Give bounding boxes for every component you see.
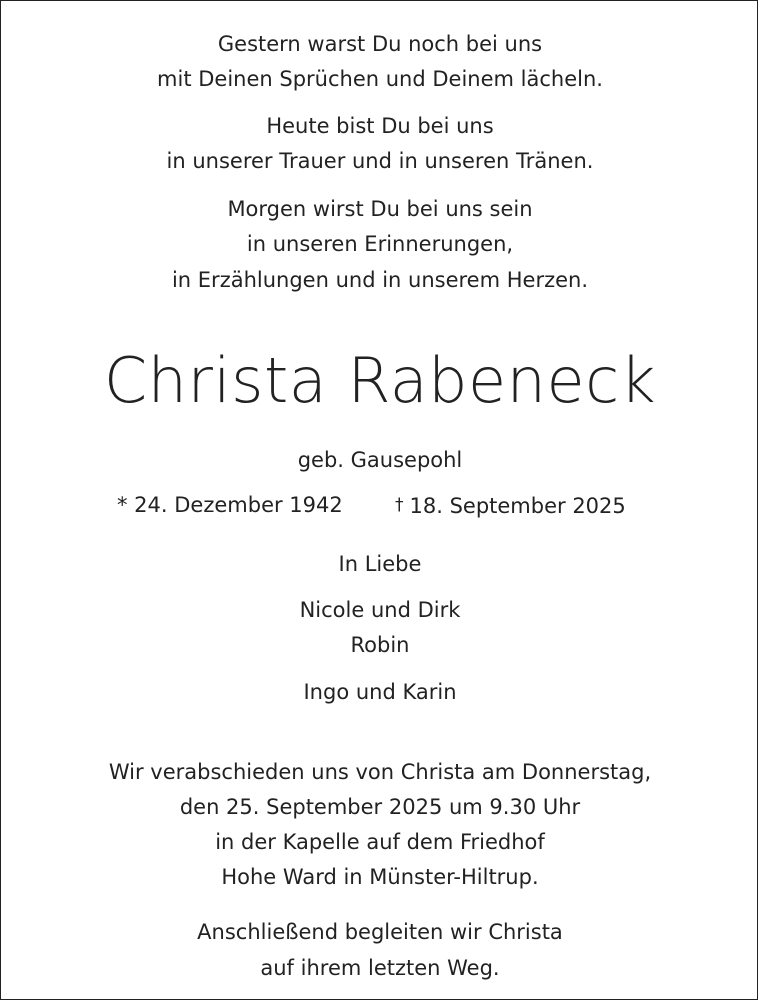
poem-line-3: Heute bist Du bei uns [266,114,494,138]
poem-line-6: in unseren Erinnerungen, [246,232,514,256]
dagger-icon: † [395,495,404,515]
deceased-name: Christa Rabeneck [103,344,657,417]
death-date: 18. September 2025 [409,494,626,518]
maiden-name: geb. Gausepohl [297,448,463,472]
funeral-line-3: in der Kapelle auf dem Friedhof [215,830,545,854]
life-dates [1,491,758,519]
mourner-line-1: Nicole und Dirk [299,598,461,622]
funeral-line-1: Wir verabschieden uns von Christa am Donnerstag, [108,760,652,784]
poem-line-5: Morgen wirst Du bei uns sein [227,197,533,221]
mourners-intro: In Liebe [338,552,422,576]
closing-line-1: Anschließend begleiten wir Christa [197,920,563,944]
poem-line-4: in unserer Trauer und in unseren Tränen. [166,149,594,173]
closing-line-2: auf ihrem letzten Weg. [260,956,500,980]
mourner-line-3: Ingo und Karin [303,680,457,704]
poem-line-7: in Erzählungen und in unserem Herzen. [171,268,589,292]
funeral-line-4: Hohe Ward in Münster-Hiltrup. [221,865,539,889]
funeral-line-2: den 25. September 2025 um 9.30 Uhr [179,795,581,819]
poem-line-2: mit Deinen Sprüchen und Deinem lächeln. [157,67,603,91]
birth-date: * 24. Dezember 1942 [117,493,343,517]
poem-line-1: Gestern warst Du noch bei uns [217,32,543,56]
death-date-group [395,491,626,520]
mourner-line-2: Robin [350,633,410,657]
